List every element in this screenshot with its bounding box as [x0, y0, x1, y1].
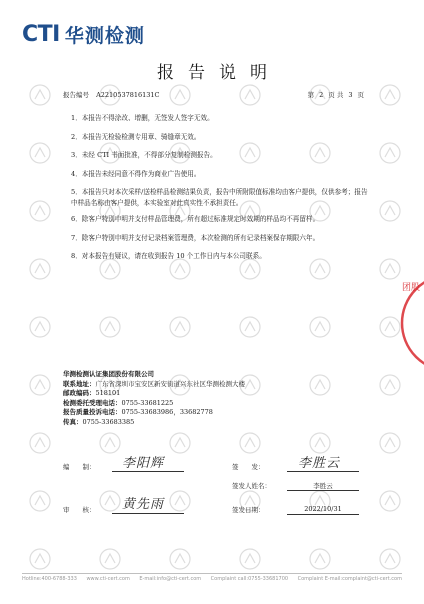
- official-seal-icon: [398, 258, 424, 388]
- logo-name: 华测检测: [64, 24, 145, 47]
- page-label-post: 页: [357, 91, 364, 99]
- page-footer: [22, 576, 402, 582]
- footer-divider: [22, 573, 402, 574]
- logo-brand: CTI: [22, 21, 60, 47]
- footer-complaint-call: Complaint call:0755-33681700: [210, 576, 289, 582]
- address-value: 广东省深圳市宝安区新安街道兴东社区华测检测大楼: [95, 379, 245, 388]
- page-current: 2: [319, 91, 324, 99]
- note-item: 3．未经 CTI 书面批准，不得部分复制检测报告。: [71, 151, 217, 159]
- note-item: 6．除客户特别申明并支付样品管理费，所有超过标准规定时效期的样品均不再留样。: [71, 215, 320, 223]
- phone-value: 0755-33681225: [121, 398, 174, 407]
- compiled-signature: 李阳辉: [122, 456, 165, 471]
- signer-name: 李胜云: [313, 482, 333, 490]
- compiled-underline: [112, 471, 184, 472]
- note-item: 7．除客户特别申明并支付记录档案管理费，本次检测的所有记录档案保存期限六年。: [71, 233, 320, 242]
- issue-date: 2022/10/31: [304, 505, 342, 513]
- footer-complaint-email[interactable]: Complaint E-mail:complaint@cti-cert.com: [297, 576, 402, 582]
- footer-website[interactable]: www.cti-cert.com: [86, 576, 130, 582]
- date-label: 签发日期：: [232, 506, 265, 514]
- address-label: 联系地址：: [63, 379, 96, 388]
- signer-title-label: 签发人姓名：: [232, 482, 271, 490]
- note-item: 4．本报告未经同意不得作为商业广告使用。: [71, 169, 201, 178]
- lab-name-text: 华测检测认证集团股份有限公司: [63, 370, 154, 378]
- page-label-mid: 页 共: [328, 91, 344, 99]
- issued-label: 签 发：: [232, 463, 265, 471]
- note-item: 8．对本报告有疑议，请在收到报告 10 个工作日内与本公司联系。: [71, 252, 266, 260]
- reviewed-underline: [112, 513, 184, 514]
- postcode-value: 518101: [95, 389, 121, 398]
- page-total: 3: [348, 91, 353, 99]
- quality-value: 0755-33683986，33682778: [121, 408, 213, 417]
- note-item: 1．本报告不得涂改、增删，无签发人签字无效。: [71, 114, 214, 122]
- signer-underline: [287, 490, 359, 491]
- issued-underline: [287, 471, 359, 472]
- fax-label: 传真：: [63, 417, 83, 426]
- reviewed-label: 审 核：: [63, 506, 96, 514]
- date-underline: [287, 514, 359, 515]
- issued-signature: 李胜云: [298, 456, 341, 471]
- footer-email[interactable]: E-mail:info@cti-cert.com: [139, 576, 202, 582]
- footer-hotline: Hotline:400-6788-333: [22, 576, 77, 582]
- page-label-pre: 第: [307, 91, 315, 99]
- quality-label: 报告质量投诉电话：: [63, 408, 122, 417]
- page-title: 报告说明: [157, 63, 281, 83]
- report-number-label: 报告编号: [63, 91, 89, 99]
- fax-value: 0755-33683385: [82, 417, 135, 426]
- note-item: 5．本报告只对本次采样/送检样品检测结果负责，报告中所附限值标准均由客户提供，仅供参考；报告中样品名称由客户提供，本实验室对此真实性不承担责任。: [71, 188, 368, 207]
- report-number: A2210537816131C: [96, 91, 160, 99]
- postcode-label: 邮政编码：: [63, 389, 96, 398]
- seal-text: 团股: [402, 283, 421, 293]
- note-item: 2．本报告无检验检测专用章、骑缝章无效。: [71, 132, 201, 141]
- compiled-label: 编 制：: [63, 463, 96, 471]
- reviewed-signature: 黄先雨: [122, 497, 165, 512]
- phone-label: 检测委托受理电话：: [63, 398, 122, 407]
